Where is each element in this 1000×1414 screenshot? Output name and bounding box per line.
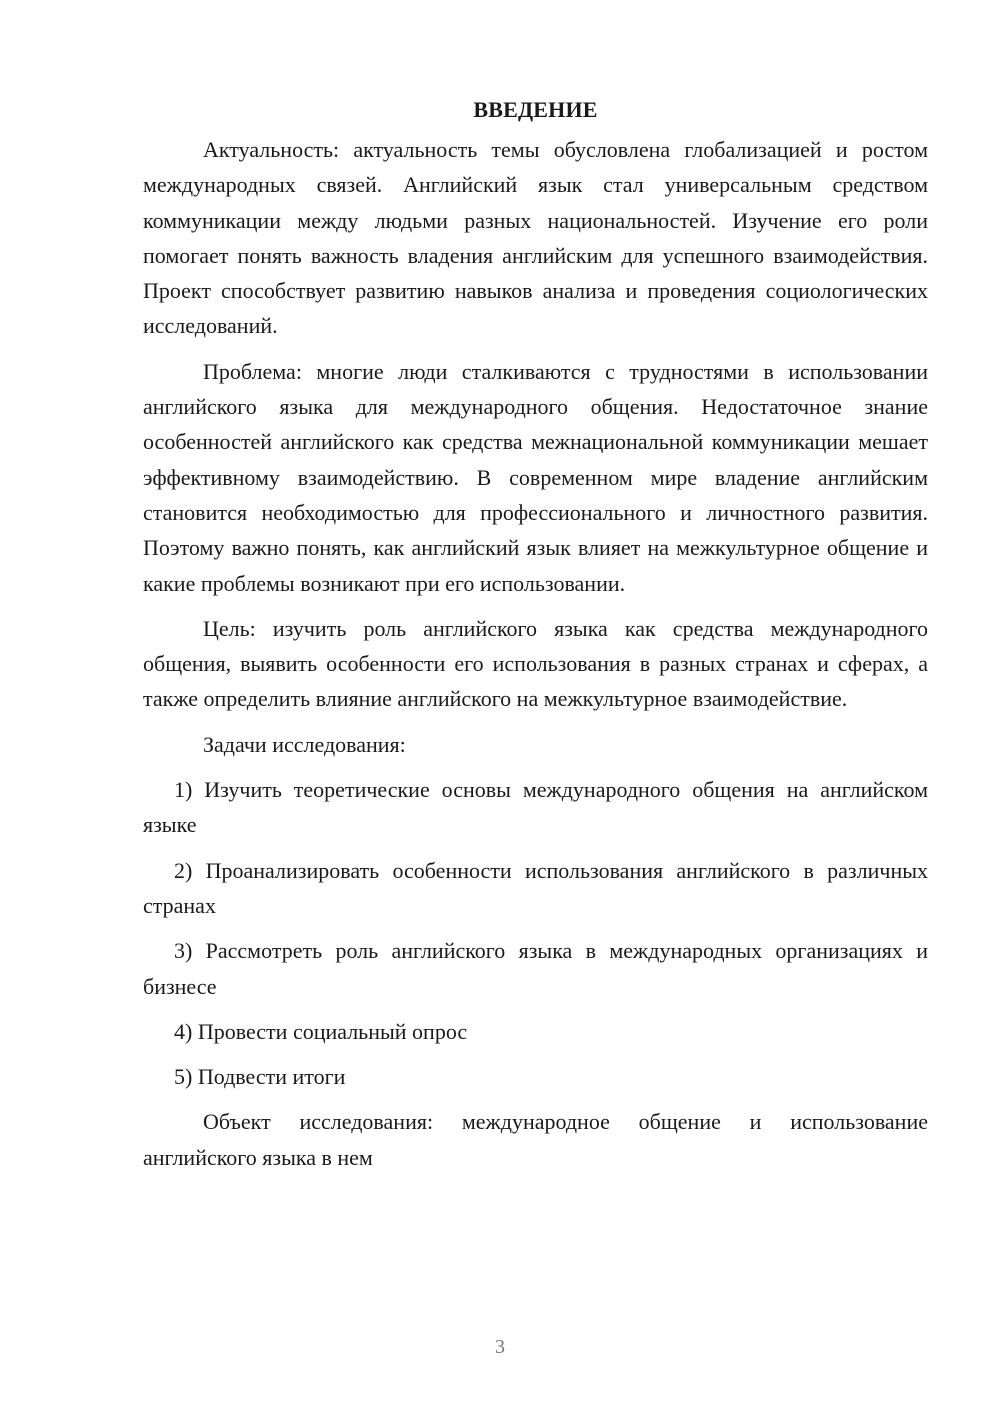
- tasks-list: [143, 772, 928, 1094]
- task-item: 1) Изучить теоретические основы международного общения на английском языке: [143, 777, 928, 838]
- object-paragraph: Объект исследования: международное общение и использование английского языка в нем: [143, 1109, 928, 1170]
- goal-paragraph: Цель: изучить роль английского языка как средства международного общения, выявить особенности его использования в разных странах и сферах, а также определить влияние английского на межкультурное взаимодействие.: [143, 615, 928, 712]
- tasks-heading: Задачи исследования:: [203, 731, 406, 757]
- task-item: 3) Рассмотреть роль английского языка в международных организациях и бизнесе: [143, 938, 928, 999]
- page-title: ВВЕДЕНИЕ: [473, 97, 598, 122]
- problem-paragraph: Проблема: многие люди сталкиваются с трудностями в использовании английского языка для международного общения. Недостаточное знание особенностей английского как средства межнациональной коммуникации мешает эффективному взаимодействию. В современном мире владение английским становится необходимостью для профессионального и личностного развития. Поэтому важно понять, как английский язык влияет на межкультурное общение и какие проблемы возникают при его использовании.: [143, 358, 928, 596]
- task-item: 4) Провести социальный опрос: [174, 1018, 468, 1044]
- task-item: 5) Подвести итоги: [174, 1064, 346, 1090]
- relevance-paragraph: Актуальность: актуальность темы обусловлена глобализацией и ростом международных связей. Английский язык стал универсальным средством коммуникации между людьми разных национальностей. Изучение его роли помогает понять важность владения английским для успешного взаимодействия. Проект способствует развитию навыков анализа и проведения социологических исследований.: [143, 137, 928, 339]
- page-body: [143, 92, 928, 1185]
- page-number: 3: [495, 1336, 505, 1358]
- task-item: 2) Проанализировать особенности использования английского в различных странах: [143, 857, 928, 918]
